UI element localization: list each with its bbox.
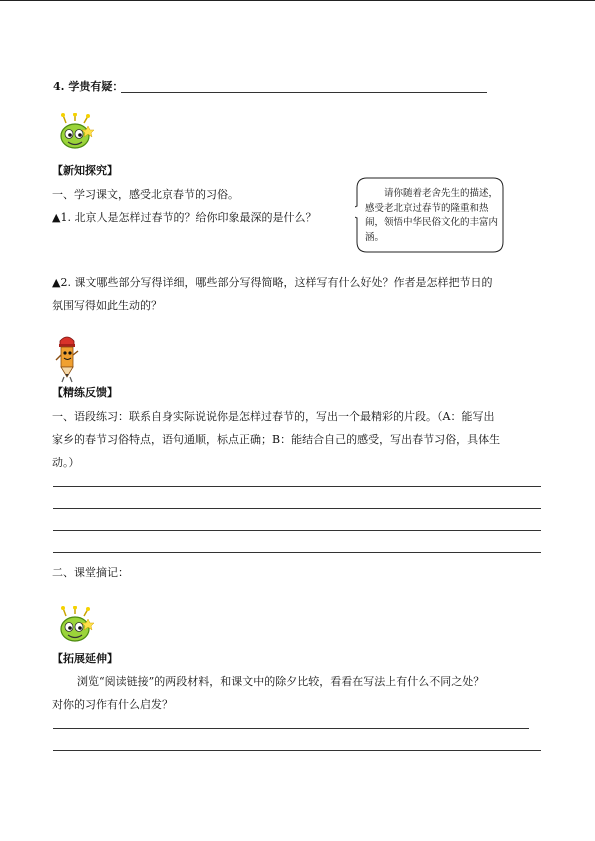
question-4-answer-line[interactable]: [121, 92, 487, 93]
section-title-practice: 【精练反馈】: [52, 386, 118, 399]
writing-line-4[interactable]: [53, 552, 541, 553]
explore-question-2-line-2: 氛围写得如此生动的？: [52, 299, 162, 312]
explore-question-2-line-1: ▲2. 课文哪些部分写得详细，哪些部分写得简略，这样写有什么好处？作者是怎样把节日的: [52, 276, 493, 289]
green-smiley-mascot-icon: [55, 606, 95, 646]
explore-question-1: ▲1. 北京人是怎样过春节的？给你印象最深的是什么？: [52, 211, 317, 224]
writing-line-2[interactable]: [53, 508, 541, 509]
question-4-label: 4. 学贵有疑：: [53, 80, 124, 93]
extend-writing-line-2[interactable]: [53, 750, 541, 751]
extend-task-line-2: 对你的习作有什么启发？: [52, 698, 173, 711]
practice-notes-label: 二、课堂摘记：: [52, 566, 129, 579]
writing-line-1[interactable]: [53, 486, 541, 487]
writing-line-3[interactable]: [53, 530, 541, 531]
page-top-border: [0, 0, 595, 1]
green-smiley-mascot-icon: [55, 113, 95, 153]
explore-intro: 一、学习课文，感受北京春节的习俗。: [52, 188, 239, 201]
extend-task-line-1: 浏览“阅读链接”的两段材料，和课文中的除夕比较，看看在写法上有什么不同之处？: [77, 675, 485, 688]
extend-writing-line-1[interactable]: [53, 728, 529, 729]
section-title-explore: 【新知探究】: [52, 164, 118, 177]
practice-task-line-3: 动。）: [52, 456, 80, 469]
practice-task-line-1: 一、语段练习：联系自身实际说说你是怎样过春节的，写出一个最精彩的片段。（A：能写出: [52, 410, 495, 423]
section-title-extend: 【拓展延伸】: [52, 652, 118, 665]
practice-task-line-2: 家乡的春节习俗特点，语句通顺，标点正确；B：能结合自己的感受，写出春节习俗，具体生: [52, 433, 501, 446]
pencil-mascot-icon: [55, 333, 79, 383]
speech-bubble-text: 请你随着老舍先生的描述，感受老北京过春节的隆重和热闹，领悟中华民俗文化的丰富内涵。: [365, 188, 499, 243]
